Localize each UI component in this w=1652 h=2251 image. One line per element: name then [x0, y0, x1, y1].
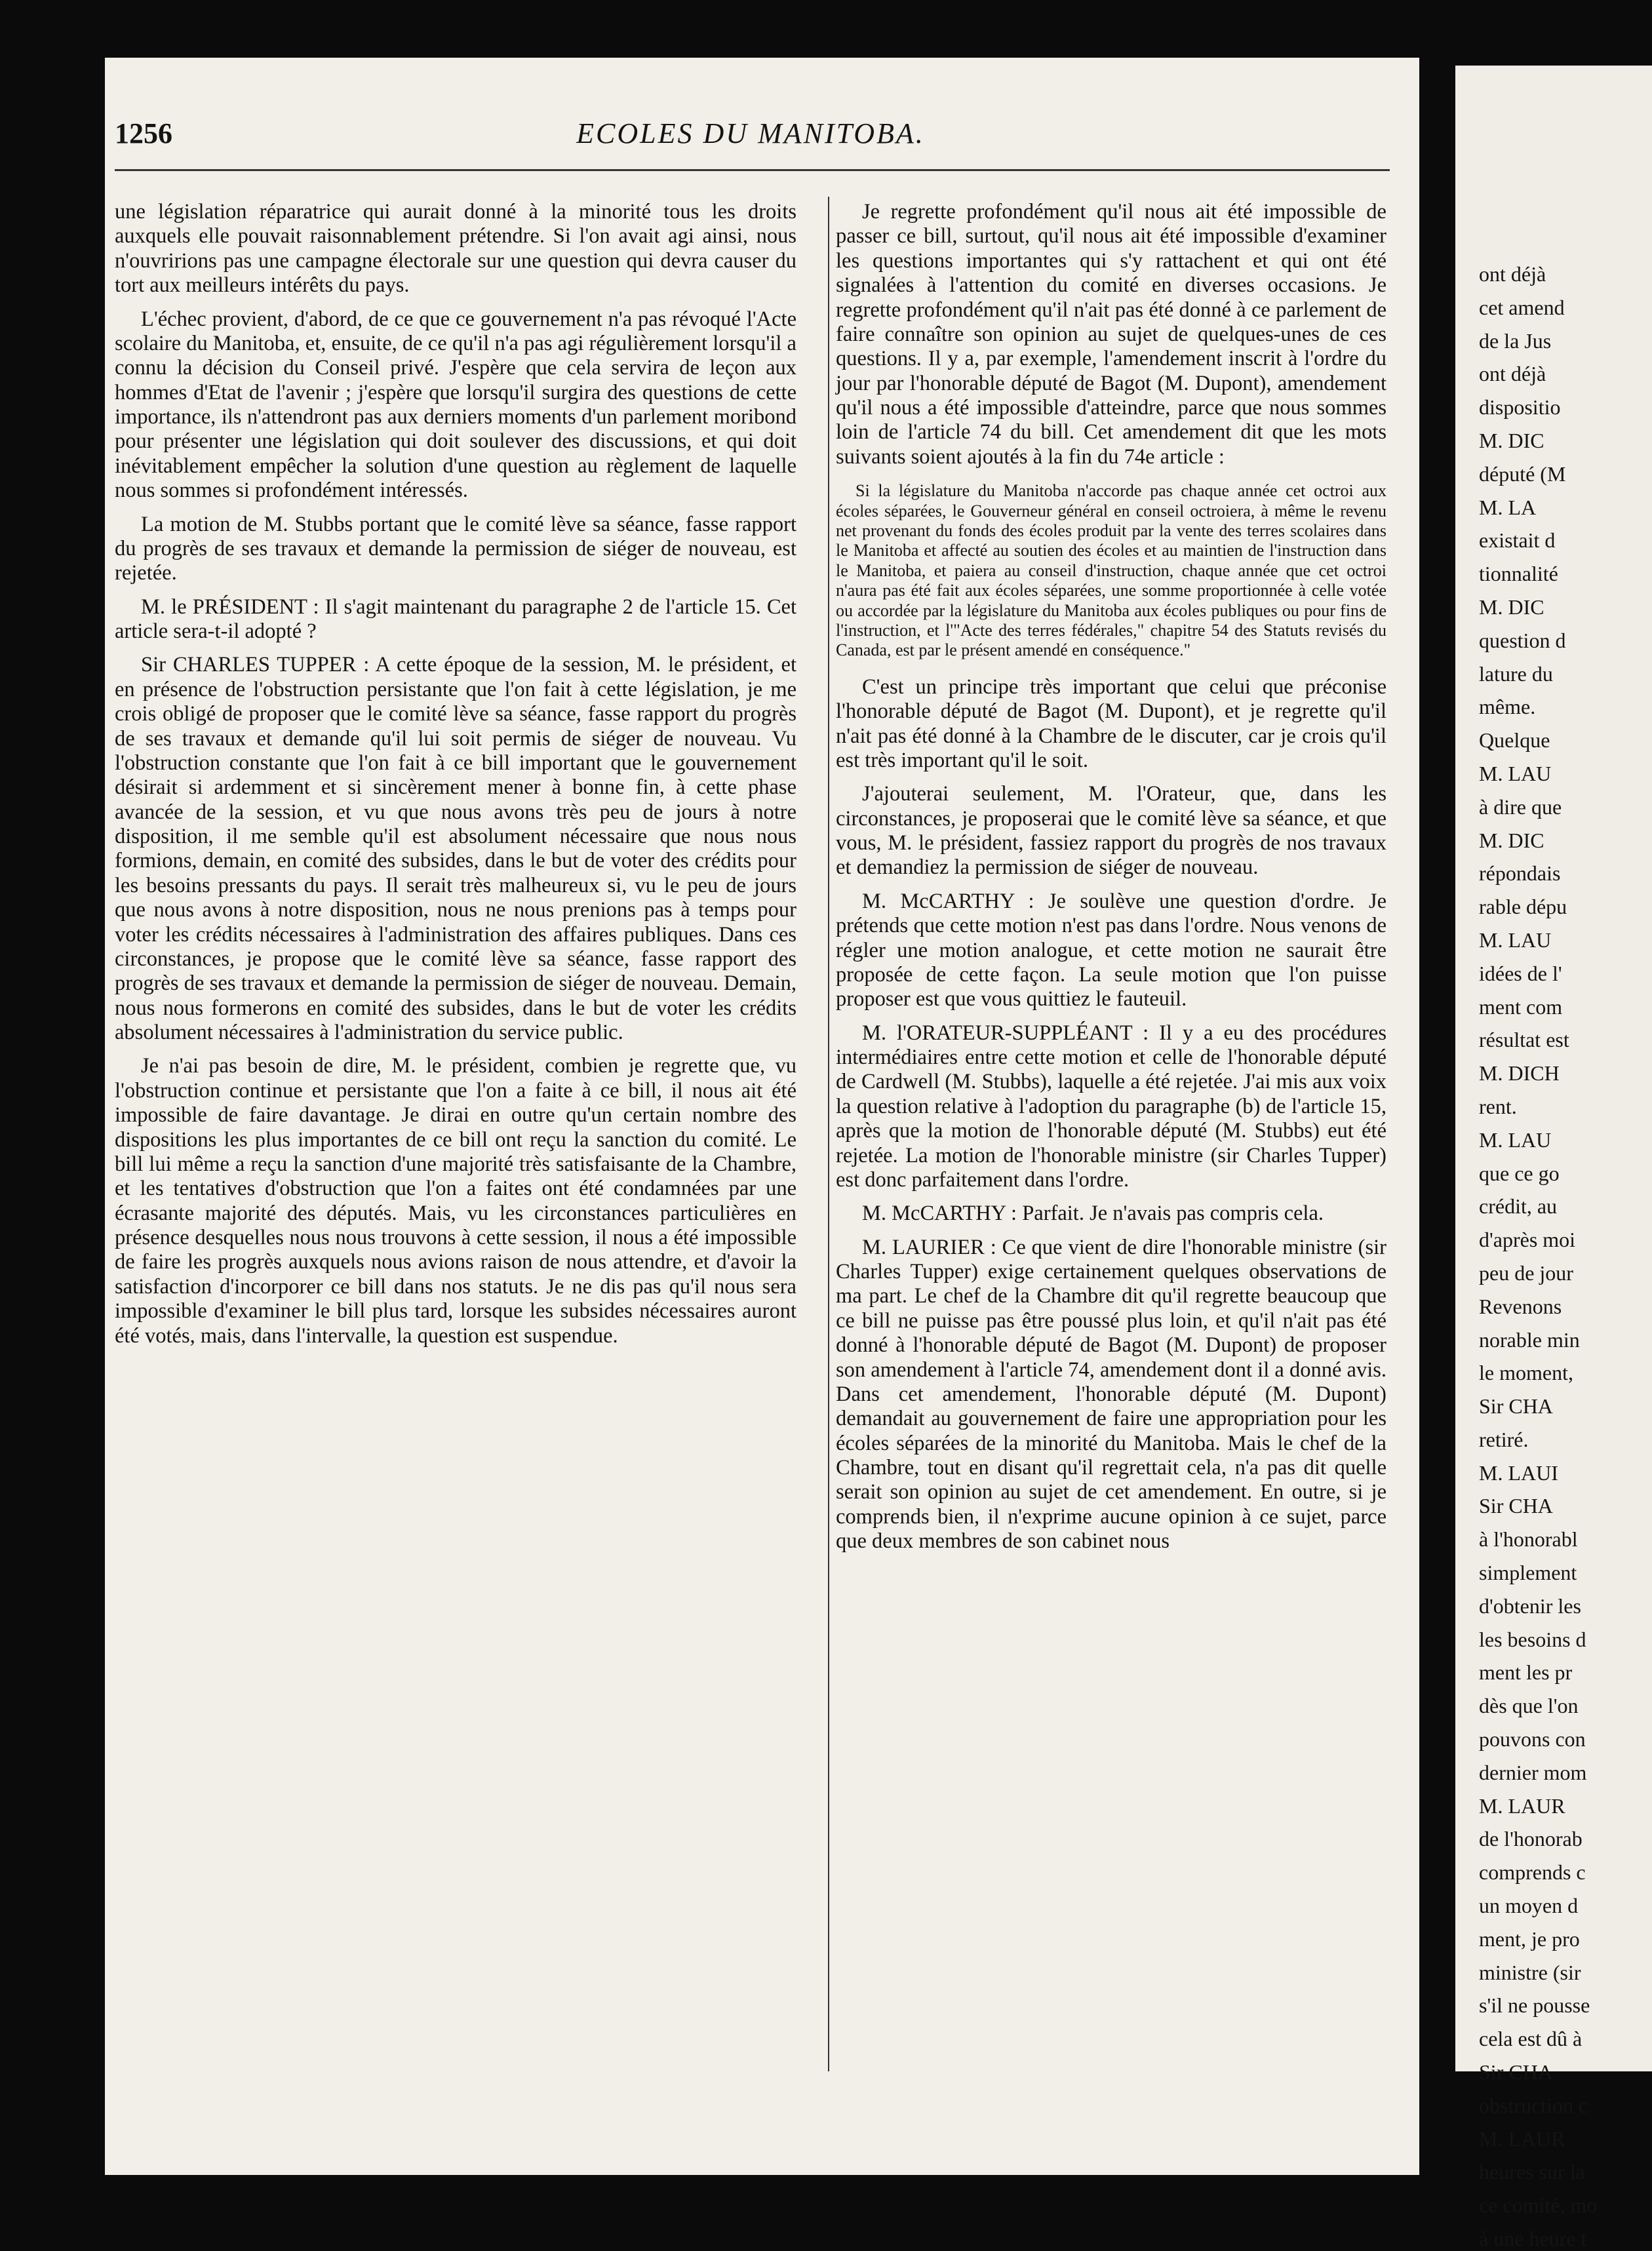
fragment-line: norable min: [1479, 1327, 1580, 1352]
fragment-line: simplement: [1479, 1561, 1577, 1585]
fragment-line: à dire que: [1479, 794, 1562, 819]
fragment-line: M. LAUR: [1479, 2126, 1565, 2151]
left-column: [115, 200, 796, 2088]
fragment-line: dispositio: [1479, 395, 1561, 420]
paragraph: M. LAURIER : Ce que vient de dire l'honorable ministre (sir Charles Tupper) exige certainement quelques observations de ma part. Le chef de la Chambre dit qu'il regrette beaucoup que ce bill ne puisse pas être poussé plus loin, et qu'il n'ait pas été donné à l'honorable député de Bagot (M. Dupont) de proposer son amendement à l'article 74, amendement dont il a donné avis. Dans cet amendement, l'honorable député (M. Dupont) demandait au gouvernement de faire une appropriation pour les écoles séparées de la minorité du Manitoba. Mais le chef de la Chambre, tout en disant qu'il regrettait cela, n'a pas dit quelle serait son opinion au sujet de cet amendement. En outre, si je comprends bien, il n'exprime aucune opinion à ce sujet, parce que deux membres de son cabinet nous: [836, 1235, 1386, 1554]
fragment-line: que ce go: [1479, 1161, 1560, 1185]
fragment-line: M. LA: [1479, 495, 1537, 519]
fragment-line: d'obtenir les: [1479, 1594, 1581, 1618]
fragment-line: dernier mom: [1479, 1760, 1587, 1784]
fragment-line: ministre (sir: [1479, 1960, 1581, 1984]
paragraph: L'échec provient, d'abord, de ce que ce gouvernement n'a pas révoqué l'Acte scolaire du Manitoba, et, ensuite, de ce qu'il n'a pas agi régulièrement lorsqu'il a connu la décision du Conseil privé. J'espère que cela servira de leçon aux hommes d'Etat de l'avenir ; j'espère que lorsqu'il surgira des questions de cette importance, ils n'attendront pas aux derniers moments d'un parlement moribond pour présenter une législation qui doit soulever des discussions, et qui doit inévitablement empêcher la solution d'une question au règlement de laquelle nous sommes si profondément intéressés.: [115, 307, 796, 503]
fragment-line: dès que l'on: [1479, 1694, 1579, 1718]
fragment-line: Sir CHA: [1479, 2060, 1553, 2085]
page-header: [115, 117, 1386, 163]
fragment-line: M. DICH: [1479, 1061, 1560, 1086]
fragment-line: ment com: [1479, 994, 1563, 1019]
fragment-line: M. DIC: [1479, 595, 1544, 619]
fragment-line: d'après moi: [1479, 1228, 1576, 1252]
fragment-line: Quelque: [1479, 728, 1550, 753]
fragment-line: obstruction c: [1479, 2093, 1588, 2117]
next-page-sheet: [1455, 66, 1652, 2251]
fragment-line: existait d: [1479, 528, 1556, 553]
fragment-line: idées de l': [1479, 961, 1562, 985]
fragment-line: s'il ne pousse: [1479, 1993, 1590, 2018]
fragment-line: M. LAU: [1479, 928, 1552, 952]
paragraph: M. le PRÉSIDENT : Il s'agit maintenant du paragraphe 2 de l'article 15. Cet article sera-t-il adopté ?: [115, 595, 796, 643]
fragment-line: un moyen d: [1479, 1894, 1579, 1918]
fragment-line: M. LAU: [1479, 1127, 1552, 1152]
fragment-line: M. LAU: [1479, 761, 1552, 785]
fragment-line: ce comité, mo: [1479, 2193, 1598, 2218]
paragraph: Je regrette profondément qu'il nous ait été impossible de passer ce bill, surtout, qu'il nous ait été impossible d'examiner les questions importantes qui s'y rattachent et qui ont été signalées à l'attention du comité en diverses occasions. Je regrette profondément qu'il n'ait pas été donné à ce parlement de faire connaître son opinion au sujet de quelques-unes de ces questions. Il y a, par exemple, l'amendement inscrit à l'ordre du jour par l'honorable député de Bagot (M. Dupont), amendement qu'il nous a été impossible d'atteindre, parce que nous sommes loin de l'article 74 du bill. Cet amendement dit que les mots suivants soient ajoutés à la fin du 74e article :: [836, 200, 1386, 469]
fragment-line: crédit, au: [1479, 1194, 1558, 1219]
fragment-line: ont déjà: [1479, 262, 1546, 286]
fragment-line: tionnalité: [1479, 562, 1558, 586]
fragment-line: ment les pr: [1479, 1660, 1573, 1685]
page-number: 1256: [115, 117, 172, 149]
fragment-line: M. LAUR: [1479, 1793, 1565, 1818]
fragment-line: rent.: [1479, 1094, 1517, 1118]
fragment-line: résultat est: [1479, 1028, 1569, 1052]
amendment-quote: Si la législature du Manitoba n'accorde pas chaque année cet octroi aux écoles séparées, le Gouverneur général en conseil octroiera, à même le revenu net provenant du fonds des écoles produit par la vente des terres scolaires dans le Manitoba et affecté au soutien des écoles et au maintien de l'instruction dans le Manitoba, et paiera au conseil d'instruction, chaque année que cet octroi n'aura pas été fait aux écoles séparées, une somme proportionnée à celle votée ou accordée par la législature du Manitoba aux écoles publiques ou pour fins de l'instruction, et l'"Acte des terres fédérales," chapitre 54 des Statuts revisés du Canada, est par le présent amendé en conséquence.": [836, 481, 1386, 660]
fragment-line: le moment,: [1479, 1361, 1573, 1385]
paragraph: Je n'ai pas besoin de dire, M. le président, combien je regrette que, vu l'obstruction continue et persistante que l'on a faite à ce bill, il nous ait été impossible de faire davantage. Je dirai en outre qu'un certain nombre des dispositions les plus importantes de ce bill ont reçu la sanction du comité. Le bill lui même a reçu la sanction d'une majorité très satisfaisante de la Chambre, et les tentatives d'obstruction que l'on a faites ont été condamnées par une écrasante majorité des députés. Mais, vu les circonstances particulières en présence desquelles nous nous trouvons à cette session, il nous a été impossible de faire les progrès auxquels nous avions raison de nous attendre, et d'avoir la satisfaction d'incorporer ce bill dans nos statuts. Je ne dis pas qu'il nous sera impossible d'examiner le bill plus tard, lorsque les subsides nécessaires auront été votés, mais, dans l'intervalle, la question est suspendue.: [115, 1054, 796, 1348]
fragment-line: M. DIC: [1479, 828, 1544, 852]
fragment-line: les besoins d: [1479, 1627, 1586, 1651]
fragment-line: rable dépu: [1479, 895, 1567, 919]
paragraph: C'est un principe très important que celui que préconise l'honorable député de Bagot (M. Dupont), et je regrette qu'il n'ait pas été donné à la Chambre de le discuter, car je crois qu'il est très important qu'il le soit.: [836, 675, 1386, 772]
fragment-line: de la Jus: [1479, 328, 1552, 353]
fragment-line: pouvons con: [1479, 1727, 1586, 1752]
running-title: ECOLES DU MANITOBA.: [576, 117, 925, 149]
column-rule: [828, 197, 829, 2071]
paragraph: J'ajouterai seulement, M. l'Orateur, que, dans les circonstances, je proposerai que le comité lève sa séance, et que vous, M. le président, fassiez rapport du progrès de nos travaux et demandiez la permission de siéger de nouveau.: [836, 782, 1386, 880]
fragment-line: député (M: [1479, 461, 1566, 486]
fragment-line: à une heure t: [1479, 2227, 1587, 2251]
fragment-line: de l'honorab: [1479, 1827, 1583, 1851]
paragraph: M. l'ORATEUR-SUPPLÉANT : Il y a eu des procédures intermédiaires entre cette motion et celle de l'honorable député de Cardwell (M. Stubbs), laquelle a été rejetée. J'ai mis aux voix la question relative à l'adoption du paragraphe (b) de l'article 15, après que la motion de l'honorable député (M. Stubbs) eut été rejetée. La motion de l'honorable ministre (sir Charles Tupper) est donc parfaitement dans l'ordre.: [836, 1021, 1386, 1192]
next-page-text: [1455, 66, 1652, 2251]
paragraph: La motion de M. Stubbs portant que le comité lève sa séance, fasse rapport du progrès de ses travaux et demande la permission de siéger de nouveau, est rejetée.: [115, 512, 796, 585]
fragment-line: même.: [1479, 695, 1536, 719]
fragment-line: répondais: [1479, 861, 1561, 886]
fragment-line: ont déjà: [1479, 362, 1546, 386]
header-rule: [115, 169, 1390, 171]
fragment-line: cet amend: [1479, 295, 1565, 319]
fragment-line: lature du: [1479, 661, 1553, 686]
paragraph: Sir CHARLES TUPPER : A cette époque de la session, M. le président, et en présence de l'obstruction persistante que l'on fait à cette législation, je me crois obligé de proposer que le comité lève sa séance, fasse rapport du progrès de ses travaux et demande qu'il lui soit permis de siéger de nouveau. Vu l'obstruction constante que l'on fait à ce bill important que le gouvernement désirait si ardemment et si sincèrement mener à bonne fin, à cette phase avancée de la session, et vu que nous avons très peu de jours à notre disposition, il me semble qu'il est absolument nécessaire que nous nous formions, demain, en comité des subsides, dans le but de voter des crédits pour les besoins pressants du pays. Il serait très malheureux si, vu le peu de jours que nous avons à notre disposition, nous ne nous prenions pas à temps pour voter les crédits nécessaires à l'administration des affaires publiques. Dans ces circonstances, je propose que le comité lève sa séance, fasse rapport des progrès de ses travaux et demande la permission de siéger de nouveau. Demain, nous nous formerons en comité des subsides, dans le but de voter les crédits absolument nécessaires à l'administration du service public.: [115, 653, 796, 1044]
fragment-line: Revenons: [1479, 1294, 1562, 1318]
fragment-line: heures sur la: [1479, 2160, 1585, 2184]
fragment-line: M. DIC: [1479, 428, 1544, 452]
fragment-line: comprends c: [1479, 1860, 1586, 1885]
paragraph: M. McCARTHY : Je soulève une question d'ordre. Je prétends que cette motion n'est pas dans l'ordre. Nous venons de régler une motion analogue, et cette motion ne saurait être proposée de cette façon. La seule motion que l'on puisse proposer est que vous quittiez le fauteuil.: [836, 889, 1386, 1011]
paragraph: une législation réparatrice qui aurait donné à la minorité tous les droits auxquels elle pouvait raisonnablement prétendre. Si l'on avait agi ainsi, nous n'ouvririons pas une campagne électorale sur une question qui devra causer du tort aux meilleurs intérêts du pays.: [115, 200, 796, 298]
fragment-line: retiré.: [1479, 1427, 1529, 1451]
fragment-line: à l'honorabl: [1479, 1527, 1578, 1552]
fragment-line: M. LAUI: [1479, 1460, 1558, 1485]
right-column: [836, 200, 1386, 2088]
fragment-line: ment, je pro: [1479, 1927, 1580, 1951]
fragment-line: question d: [1479, 628, 1566, 652]
fragment-line: peu de jour: [1479, 1261, 1573, 1285]
paragraph: M. McCARTHY : Parfait. Je n'avais pas compris cela.: [862, 1202, 1324, 1226]
fragment-line: cela est dû à: [1479, 2027, 1583, 2051]
fragment-line: Sir CHA: [1479, 1394, 1553, 1419]
fragment-line: Sir CHA: [1479, 1494, 1553, 1518]
